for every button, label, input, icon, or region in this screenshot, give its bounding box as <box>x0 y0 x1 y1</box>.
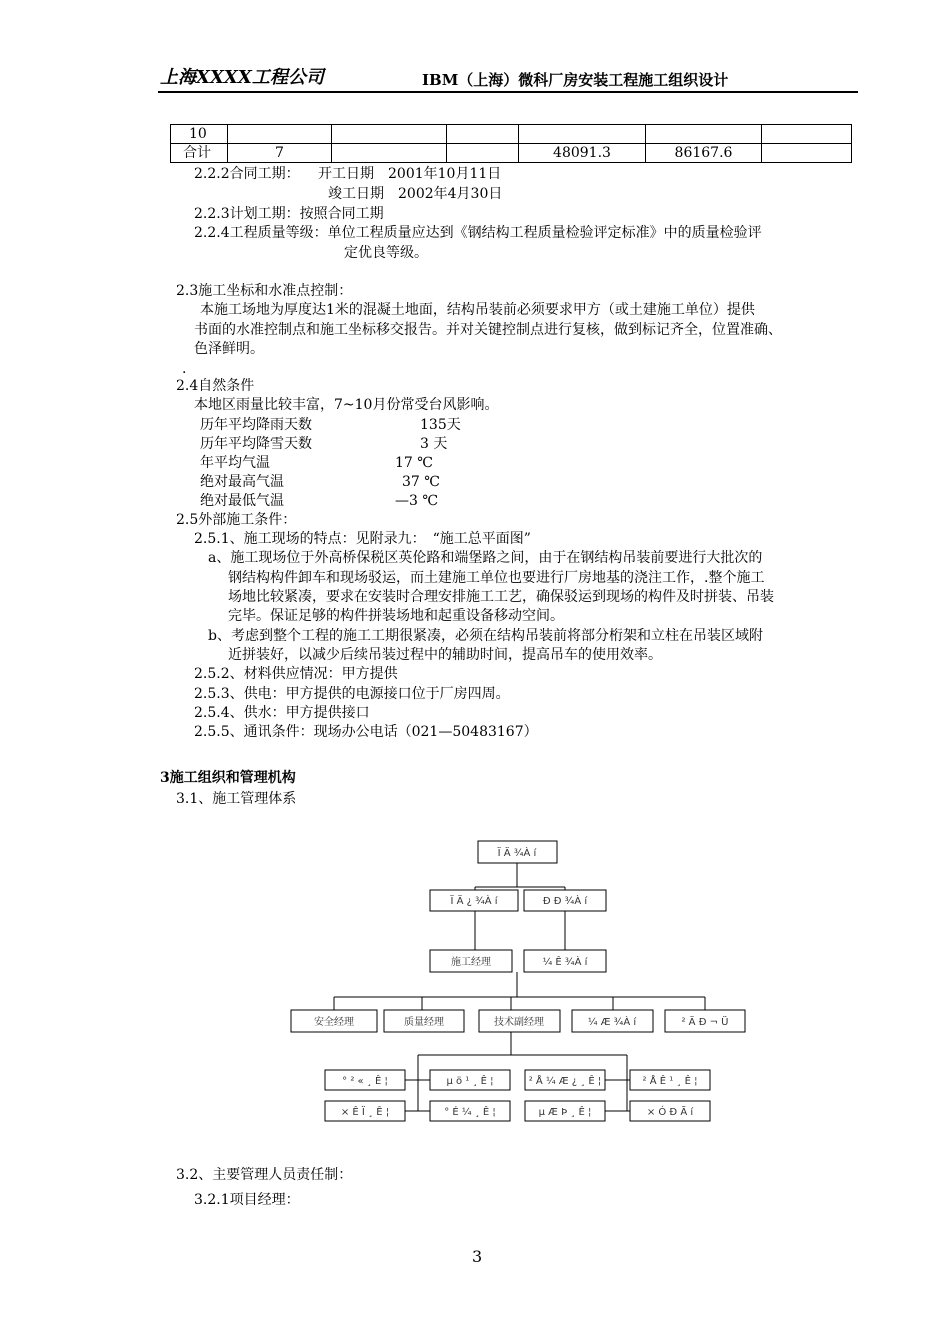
climate-label: 历年平均降雪天数 <box>200 436 312 452</box>
company-name: 上海XXXX工程公司 <box>160 67 324 88</box>
paragraph-line: 近拼装好，以减少后续吊装过程中的辅助时间，提高吊车的使用效率。 <box>228 647 662 663</box>
table-cell: 7 <box>228 144 332 163</box>
section-2-3-title: 2.3施工坐标和水准点控制： <box>176 283 353 299</box>
climate-label: 绝对最高气温 <box>200 474 284 490</box>
org-node <box>291 1010 377 1032</box>
svg-text:° É ¼ ¸ Ê ¦: ° É ¼ ¸ Ê ¦ <box>444 1107 496 1118</box>
svg-text:¼ Ê ¾­À í: ¼ Ê ¾À í <box>542 957 588 968</box>
quality-line-2: 定优良等级。 <box>344 245 428 261</box>
svg-text:² Ä Ð ¬ Ü: ² Ä Ð ¬ Ü <box>681 1017 729 1028</box>
table-row <box>171 125 852 144</box>
table-cell <box>228 125 332 144</box>
data-table <box>170 124 852 163</box>
climate-value: —3 ℃ <box>395 493 439 509</box>
contract-end: 竣工日期 2002年4月30日 <box>328 186 503 202</box>
climate-intro: 本地区雨量比较丰富，7~10月份常受台风影响。 <box>194 397 499 413</box>
svg-text:² Å Ê ¹ ¸ Ê ¦: ² Å Ê ¹ ¸ Ê ¦ <box>642 1076 698 1087</box>
section-2-4-title: 2.4自然条件 <box>176 378 255 394</box>
climate-value: 37 ℃ <box>402 474 440 490</box>
paragraph-line: 色泽鲜明。 <box>194 341 264 357</box>
svg-text:Ð Ð ¾­À í: Ð Ð ¾À í <box>542 896 588 907</box>
table-cell: 86167.6 <box>646 144 762 163</box>
page-number: 3 <box>472 1247 483 1266</box>
svg-text:Ï Ä ¿ ¾­À í: Ï Ä ¿ ¾À í <box>450 896 498 907</box>
svg-text:安全经理: 安全经理 <box>314 1017 354 1028</box>
subsection-2-5-4: 2.5.4、供水：甲方提供接口 <box>194 705 370 721</box>
climate-value: 3 天 <box>420 436 448 452</box>
org-node <box>524 890 606 911</box>
table-row <box>171 144 852 163</box>
org-node <box>524 950 606 972</box>
section-3-title: 3施工组织和管理机构 <box>160 770 296 786</box>
table-cell <box>646 125 762 144</box>
svg-text:° ² « ¸ Ê ¦: ° ² « ¸ Ê ¦ <box>342 1076 388 1087</box>
org-node <box>630 1070 710 1090</box>
svg-text:× Ê Ï ¸ Ê ¦: × Ê Ï ¸ Ê ¦ <box>340 1107 390 1118</box>
org-node <box>430 890 518 911</box>
header-rule <box>158 91 858 93</box>
quality-line-1: 2.2.4工程质量等级：单位工程质量应达到《钢结构工程质量检验评定标准》中的质量检验评 <box>194 225 762 241</box>
svg-text:× Ó Ð Ã í: × Ó Ð Ã í <box>646 1107 694 1118</box>
org-node <box>430 1070 510 1090</box>
project-title: IBM（上海）微科厂房安装工程施工组织设计 <box>422 71 729 89</box>
climate-label: 绝对最低气温 <box>200 493 284 509</box>
subsection-2-5-2: 2.5.2、材料供应情况：甲方提供 <box>194 666 398 682</box>
climate-label: 年平均气温 <box>200 455 270 471</box>
section-2-5-title: 2.5外部施工条件： <box>176 512 297 528</box>
org-chart <box>280 830 760 1130</box>
table-cell: 合计 <box>171 144 228 163</box>
climate-value: 135天 <box>420 417 461 433</box>
svg-text:技术副经理: 技术副经理 <box>494 1017 544 1028</box>
subsection-2-5-3: 2.5.3、供电：甲方提供的电源接口位于厂房四周。 <box>194 686 510 702</box>
svg-text:² Å ¼ Æ ¿ ¸ Ê ¦: ² Å ¼ Æ ¿ ¸ Ê ¦ <box>528 1076 602 1087</box>
contract-label: 2.2.2合同工期： <box>194 166 300 182</box>
table-cell: 10 <box>171 125 228 144</box>
plan-period: 2.2.3计划工期：按照合同工期 <box>194 206 384 222</box>
table-cell <box>519 125 646 144</box>
table-cell <box>762 125 852 144</box>
svg-text:¼ Æ ¾­À í: ¼ Æ ¾À í <box>587 1017 637 1028</box>
table-cell <box>447 125 519 144</box>
table-cell <box>332 144 447 163</box>
svg-text:µ Æ Þ ¸ Ê ¦: µ Æ Þ ¸ Ê ¦ <box>538 1107 592 1118</box>
paragraph-line: b、考虑到整个工程的施工工期很紧凑，必须在结构吊装前将部分桁架和立柱在吊装区域附 <box>208 628 763 644</box>
subsection-3-2-1: 3.2.1项目经理： <box>194 1192 300 1208</box>
subsection-3-1: 3.1、施工管理体系 <box>176 791 297 807</box>
paragraph-line: 完毕。保证足够的构件拼装场地和起重设备移动空间。 <box>228 608 564 624</box>
subsection-2-5-5: 2.5.5、通讯条件：现场办公电话（021—50483167） <box>194 724 538 740</box>
svg-text:Ï Ä ¾­À í: Ï Ä ¾À í <box>497 848 537 859</box>
paragraph-line: 本施工场地为厚度达1米的混凝土地面，结构吊装前必须要求甲方（或土建施工单位）提供 <box>200 302 755 318</box>
subsection-3-2: 3.2、主要管理人员责任制： <box>176 1167 353 1183</box>
paragraph-line: 书面的水准控制点和施工坐标移交报告。并对关键控制点进行复核，做到标记齐全，位置准确、 <box>194 322 782 338</box>
org-node <box>325 1070 405 1090</box>
climate-value: 17 ℃ <box>395 455 433 471</box>
org-node <box>572 1010 653 1032</box>
org-node <box>478 841 557 863</box>
paragraph-line: a、施工现场位于外高桥保税区英伦路和端堡路之间，由于在钢结构吊装前要进行大批次的 <box>208 550 763 566</box>
subsection-2-5-1: 2.5.1、施工现场的特点：见附录九： “施工总平面图” <box>194 531 531 547</box>
org-node <box>630 1101 710 1121</box>
table-cell <box>762 144 852 163</box>
svg-text:µ ö ¹ ¸ Ê ¦: µ ö ¹ ¸ Ê ¦ <box>446 1076 494 1087</box>
org-node <box>325 1101 405 1121</box>
org-node <box>430 1101 510 1121</box>
org-node <box>525 1101 605 1121</box>
org-node <box>479 1010 560 1032</box>
svg-text:施工经理: 施工经理 <box>451 957 491 968</box>
table-cell: 48091.3 <box>519 144 646 163</box>
paragraph-line: 钢结构构件卸车和现场驳运，而土建施工单位也要进行厂房地基的浇注工作，.整个施工 <box>228 570 765 586</box>
org-node <box>665 1010 745 1032</box>
contract-start: 开工日期 2001年10月11日 <box>318 166 502 182</box>
org-node <box>430 950 512 972</box>
svg-text:质量经理: 质量经理 <box>404 1017 444 1028</box>
climate-label: 历年平均降雨天数 <box>200 417 312 433</box>
table-cell <box>447 144 519 163</box>
paragraph-line: 场地比较紧凑，要求在安装时合理安排施工工艺，确保驳运到现场的构件及时拼装、吊装 <box>228 589 774 605</box>
org-node <box>525 1070 605 1090</box>
stray-dot: . <box>182 361 187 377</box>
org-node <box>384 1010 464 1032</box>
table-cell <box>332 125 447 144</box>
